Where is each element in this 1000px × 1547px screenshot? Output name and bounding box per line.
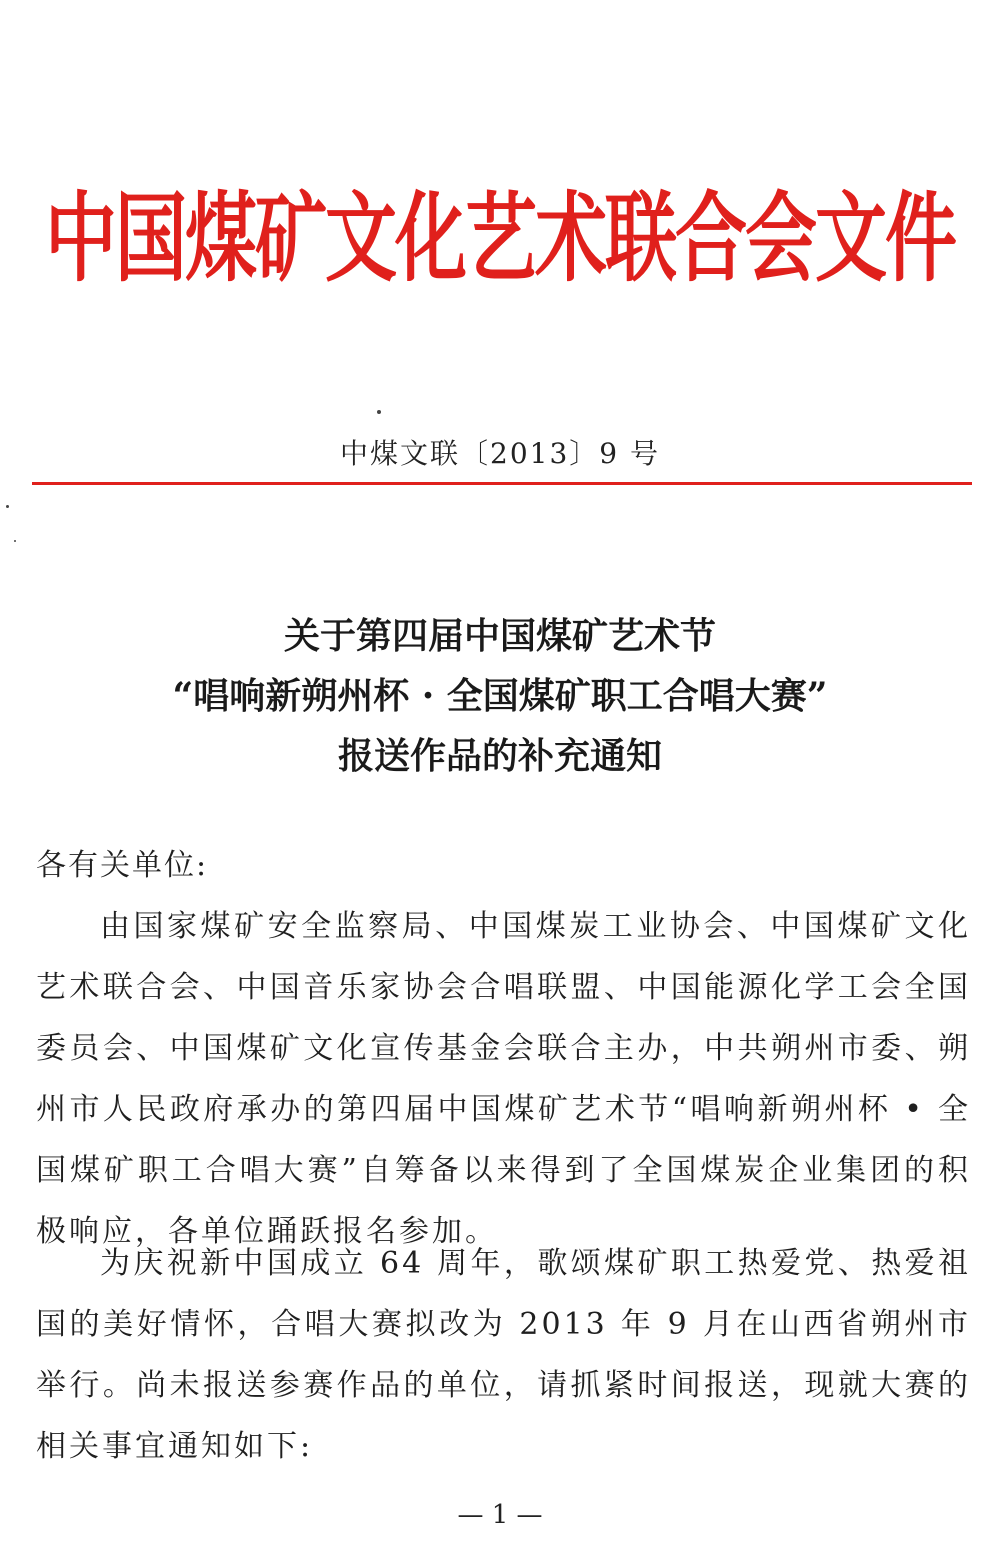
body-paragraph-1: 由国家煤矿安全监察局、中国煤炭工业协会、中国煤矿文化艺术联合会、中国音乐家协会合唱联盟、中国能源化学工会全国委员会、中国煤矿文化宣传基金会联合主办，中共朔州市委、朔州市人民政府承办的第四届中国煤矿艺术节“唱响新朔州杯 • 全国煤矿职工合唱大赛”自筹备以来得到了全国煤炭企业集团的积极响应，各单位踊跃报名参加。 xyxy=(36,909,971,1249)
body-paragraph-2: 为庆祝新中国成立 64 周年，歌颂煤矿职工热爱党、热爱祖国的美好情怀，合唱大赛拟改为 2013 年 9 月在山西省朔州市举行。尚未报送参赛作品的单位，请抓紧时间报送，现就大赛的相关事宜通知如下: xyxy=(36,1246,971,1464)
header-divider xyxy=(32,482,972,485)
notice-title-line-2: “唱响新朔州杯 · 全国煤矿职工合唱大赛” xyxy=(172,675,828,717)
salutation: 各有关单位: xyxy=(36,848,209,883)
scan-speck xyxy=(6,505,9,508)
document-header-title: 中国煤矿文化艺术联合会文件 xyxy=(44,181,955,295)
scan-speck xyxy=(14,540,16,542)
scan-speck xyxy=(377,410,381,414)
page-number: — 1 — xyxy=(457,1500,543,1530)
notice-title-line-1: 关于第四届中国煤矿艺术节 xyxy=(283,615,716,657)
notice-title-line-3: 报送作品的补充通知 xyxy=(337,735,662,777)
document-number: 中煤文联〔2013〕9 号 xyxy=(340,437,660,470)
